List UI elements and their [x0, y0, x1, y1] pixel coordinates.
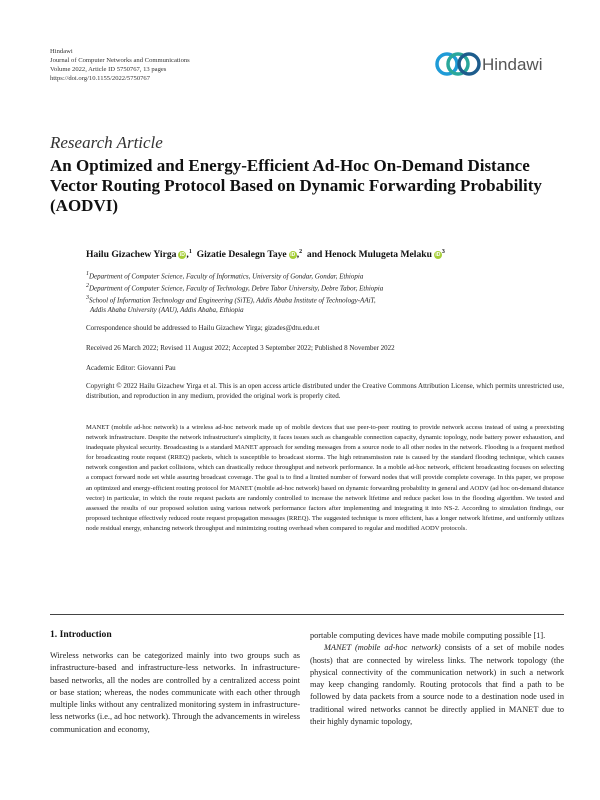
author-name[interactable]: Gizatie Desalegn Taye: [196, 249, 287, 261]
section-divider: [50, 614, 564, 615]
journal-meta: [50, 47, 190, 83]
affil-text: Department of Computer Science, Faculty of Informatics, University of Gondar, Gondar, Ethiopia: [89, 272, 364, 281]
correspondence: Correspondence should be addressed to Hailu Gizachew Yirga; gizades@dtu.edu.et: [86, 324, 320, 332]
intro-right-column: [310, 630, 564, 728]
doi-link[interactable]: https://doi.org/10.1155/2022/5750767: [50, 75, 151, 82]
copyright-notice: Copyright © 2022 Hailu Gizachew Yirga et al. This is an open access article distributed under the Creative Commons Attribution License, which permits unrestricted use, distribution, and reproduction in any medium, provided the original work is properly cited.: [86, 382, 564, 400]
intro-paragraph: [310, 642, 564, 728]
affil-text: Addis Ababa University (AAU), Addis Ababa, Ethiopia: [90, 305, 244, 314]
academic-editor: Academic Editor: Giovanni Pau: [86, 364, 176, 372]
journal-name: Journal of Computer Networks and Communications: [50, 57, 190, 64]
author-affil-sup: 2: [299, 249, 303, 255]
intro-left-column: Wireless networks can be categorized mainly into two groups such as infrastructure-based and infrastructure-less networks. In infrastructure-based networks, all the nodes are controlled by a centralized access point or base station; whereas, the nodes communicate with each other through multiple links without any centralized monitoring system in infrastructure-less networks (i.e., ad hoc network). Through the advancements in wireless communication and economy,: [50, 651, 300, 734]
volume-line: Volume 2022, Article ID 5750767, 13 pages: [50, 66, 167, 73]
author-name[interactable]: Henock Mulugeta Melaku: [324, 249, 432, 261]
article-title: An Optimized and Energy-Efficient Ad-Hoc On-Demand Distance Vector Routing Protocol Based on Dynamic Forwarding Probability (AODVI): [50, 156, 542, 215]
affil-sup: 1: [86, 271, 89, 277]
publication-dates: Received 26 March 2022; Revised 11 August 2022; Accepted 3 September 2022; Published 8 November 2022: [86, 344, 395, 352]
article-type: Research Article: [50, 133, 163, 152]
author-separator: ,: [186, 249, 189, 261]
author-list: [86, 249, 445, 260]
orcid-icon[interactable]: iD: [435, 252, 441, 259]
manet-term: MANET (mobile ad-hoc network): [324, 643, 441, 653]
affil-text: Department of Computer Science, Faculty of Technology, Debre Tabor University, Debre Tabor, Ethiopia: [89, 284, 384, 293]
affiliations: [86, 270, 546, 315]
orcid-icon[interactable]: iD: [179, 252, 185, 259]
author-separator: ,: [296, 249, 300, 261]
logo-wordmark: Hindawi: [482, 55, 543, 74]
publisher-name: Hindawi: [50, 48, 73, 55]
intro-paragraph-text: consists of a set of mobile nodes (hosts) that are connected by wireless links. The network topology (the physical connectivity of the communication network) in such a network may keep changing randomly. Routing protocols that find a path to be followed by data packets from a source node to a destination node used in traditional wired networks cannot be directly applied in MANET due to their highly dynamic topology,: [310, 643, 564, 727]
section-heading-introduction: 1. Introduction: [50, 629, 112, 640]
affil-text: School of Information Technology and Engineering (SiTE), Addis Ababa Institute of Technology-AAiT,: [89, 296, 376, 305]
affil-sup: 3: [86, 294, 89, 301]
orcid-icon[interactable]: iD: [290, 252, 296, 259]
abstract: MANET (mobile ad-hoc network) is a wireless ad-hoc network made up of mobile devices that use peer-to-peer routing to provide network access instead of using a preexisting network infrastructure. Despite the network infrastructure's simplicity, it faces issues such as changeable connection capacity, dynamic topology, node battery power exhaustion, and inadequate physical security. Broadcasting is a standard MANET approach for sending messages from a source node to all other nodes in the network. Flooding is a frequent method for broadcasting route request (RREQ) packets, which is susceptible to broadcast storms. The high retransmission rate is caused by the standard flooding technique, which causes network congestion and packet collisions, which can drastically reduce throughput and network performance. In a mobile ad-hoc network, efficient broadcasting focuses on selecting a compact forward node set while assuring broadcast coverage. The goal is to find a limited number of forward nodes that will provide complete coverage. In this paper, we propose an optimized and energy-efficient routing protocol for MANET (mobile ad-hoc network) based on dynamic forwarding probability in general and AODV (ad hoc on-demand distance vector) in particular, in which the route request packets are randomly controlled to increase the network lifetime and reduce packet loss in the flooding algorithm. We tested and assessed the results of our proposed solution using various network performance factors after implementing and integrating it into NS-2. According to simulation findings, our proposed technique effectively reduced route request propagation messages (RREQ). The suggested technique is more efficient, has a longer network lifetime, and uniformly utilizes node residual energy, enhancing network throughput and minimizing routing overhead when compared to regular and modified AODV protocols.: [86, 424, 564, 532]
author-affil-sup: 1: [188, 249, 192, 255]
affil-sup: 2: [86, 282, 89, 289]
affiliation-line: [86, 270, 546, 282]
author-affil-sup: 3: [441, 249, 445, 255]
author-name[interactable]: Hailu Gizachew Yirga: [86, 249, 177, 261]
intro-continuation: portable computing devices have made mobile computing possible [1].: [310, 631, 546, 640]
affiliation-line: [86, 294, 546, 306]
affiliation-line: [86, 282, 546, 294]
author-joiner: and: [306, 249, 323, 261]
affiliation-line: [86, 306, 546, 316]
